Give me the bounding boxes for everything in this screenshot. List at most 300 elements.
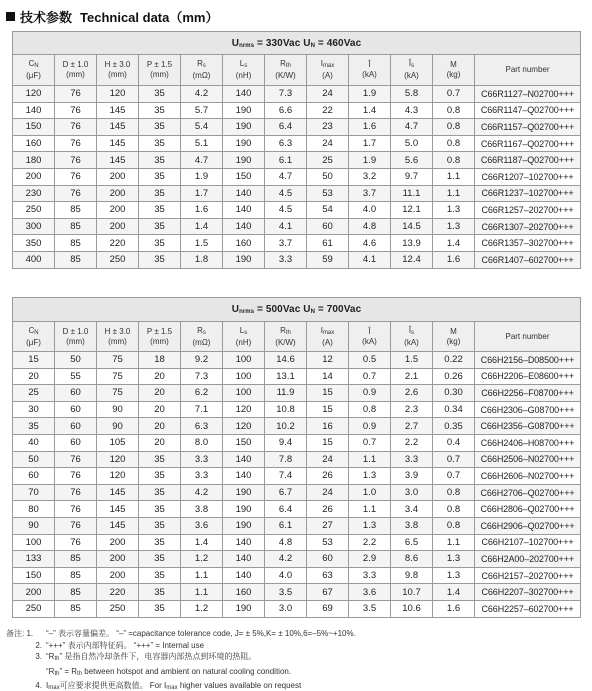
table-cell: 35 bbox=[139, 584, 181, 601]
table-cell: 160 bbox=[223, 584, 265, 601]
table-row bbox=[13, 168, 581, 185]
table-cell: 120 bbox=[223, 401, 265, 418]
header-line: (kA) bbox=[362, 336, 377, 346]
table-cell: 0.9 bbox=[349, 418, 391, 435]
table-row bbox=[13, 119, 581, 136]
table-row bbox=[13, 218, 581, 235]
table-cell: 35 bbox=[139, 484, 181, 501]
table-cell: 7.3 bbox=[181, 368, 223, 385]
table-cell: 3.0 bbox=[391, 484, 433, 501]
table-cell: 0.7 bbox=[433, 86, 475, 103]
voltage-band-row bbox=[13, 32, 581, 55]
column-header bbox=[223, 55, 265, 86]
header-line: (kA) bbox=[362, 70, 377, 79]
column-header bbox=[475, 55, 581, 86]
table-cell: 120 bbox=[97, 451, 139, 468]
part-number-cell: C66H2806–Q02700+++ bbox=[475, 501, 581, 518]
part-number-cell: C66H2207–302700+++ bbox=[475, 584, 581, 601]
header-line: $Î_s$ bbox=[408, 325, 415, 336]
table-cell: 2.1 bbox=[391, 368, 433, 385]
table-cell: 100 bbox=[223, 352, 265, 369]
header-line: (K/W) bbox=[275, 337, 296, 347]
voltage-band: $U_{nrms} = 330Vac$ $U_N = 460Vac$ bbox=[13, 32, 581, 55]
table-cell: 4.5 bbox=[265, 185, 307, 202]
table-row bbox=[13, 517, 581, 534]
table-cell: 7.3 bbox=[265, 86, 307, 103]
table-cell: 14 bbox=[307, 368, 349, 385]
table-cell: 13.9 bbox=[391, 235, 433, 252]
table-cell: 35 bbox=[139, 235, 181, 252]
table-cell: 190 bbox=[223, 119, 265, 136]
header-line: (mm) bbox=[66, 70, 85, 79]
table-row bbox=[13, 418, 581, 435]
table-row bbox=[13, 401, 581, 418]
table-cell: 3.3 bbox=[265, 251, 307, 268]
table-cell: 150 bbox=[223, 434, 265, 451]
table-cell: 3.3 bbox=[181, 468, 223, 485]
table-row bbox=[13, 135, 581, 152]
table-cell: 5.6 bbox=[391, 152, 433, 169]
table-cell: 4.2 bbox=[181, 86, 223, 103]
table-row bbox=[13, 551, 581, 568]
header-line: $C_N$ bbox=[28, 325, 39, 336]
table-cell: 67 bbox=[307, 584, 349, 601]
table-row bbox=[13, 202, 581, 219]
table-cell: 230 bbox=[13, 185, 55, 202]
table-cell: 5.8 bbox=[391, 86, 433, 103]
table-cell: 150 bbox=[13, 119, 55, 136]
table-cell: 24 bbox=[307, 86, 349, 103]
footnote bbox=[6, 628, 586, 640]
header-line: M bbox=[450, 60, 457, 69]
table-cell: 2.3 bbox=[391, 401, 433, 418]
table-cell: 200 bbox=[97, 551, 139, 568]
table-cell: 200 bbox=[97, 567, 139, 584]
table-cell: 120 bbox=[13, 86, 55, 103]
table-cell: 2.6 bbox=[391, 385, 433, 402]
table-cell: 53 bbox=[307, 534, 349, 551]
table-cell: 220 bbox=[97, 235, 139, 252]
table-cell: 76 bbox=[55, 119, 97, 136]
table-cell: 76 bbox=[55, 168, 97, 185]
table-cell: 250 bbox=[97, 600, 139, 617]
part-number-cell: C66H2A00–202700+++ bbox=[475, 551, 581, 568]
header-line: (kg) bbox=[446, 70, 461, 79]
table-cell: 6.6 bbox=[265, 102, 307, 119]
table-cell: 1.5 bbox=[391, 352, 433, 369]
part-number-cell: C66R1147–Q02700+++ bbox=[475, 102, 581, 119]
column-header bbox=[307, 55, 349, 86]
footnote-text: “–” 表示容量偏差。 “–” =capacitance tolerance code, J= ± 5%,K= ± 10%,6=–5%~+10%. bbox=[46, 629, 356, 638]
table-cell: 16 bbox=[307, 418, 349, 435]
part-number-cell: C66H2107–102700+++ bbox=[475, 534, 581, 551]
table-cell: 15 bbox=[13, 352, 55, 369]
footnotes bbox=[6, 628, 586, 691]
table-cell: 120 bbox=[97, 86, 139, 103]
table-cell: 140 bbox=[223, 468, 265, 485]
table-cell: 250 bbox=[13, 600, 55, 617]
table-cell: 1.9 bbox=[349, 152, 391, 169]
table-cell: 35 bbox=[139, 152, 181, 169]
header-line: (mm) bbox=[108, 336, 127, 346]
table-cell: 3.8 bbox=[391, 517, 433, 534]
table-row bbox=[13, 451, 581, 468]
table-cell: 4.8 bbox=[265, 534, 307, 551]
table-cell: 1.6 bbox=[433, 600, 475, 617]
table-cell: 35 bbox=[139, 202, 181, 219]
table-cell: 35 bbox=[139, 501, 181, 518]
column-header bbox=[265, 55, 307, 86]
table-cell: 1.3 bbox=[433, 551, 475, 568]
table-cell: 35 bbox=[139, 86, 181, 103]
column-header bbox=[349, 322, 391, 352]
table-cell: 1.4 bbox=[349, 102, 391, 119]
table-cell: 4.7 bbox=[391, 119, 433, 136]
table-cell: 3.7 bbox=[265, 235, 307, 252]
table-cell: 5.4 bbox=[181, 119, 223, 136]
part-number-cell: C66H2606–N02700+++ bbox=[475, 468, 581, 485]
table-cell: 11.9 bbox=[265, 385, 307, 402]
table-cell: 90 bbox=[97, 418, 139, 435]
table-cell: 53 bbox=[307, 185, 349, 202]
table-cell: 200 bbox=[13, 584, 55, 601]
column-header bbox=[307, 322, 349, 352]
header-line: $L_s$ bbox=[239, 59, 248, 69]
table-cell: 26 bbox=[307, 468, 349, 485]
table-cell: 7.4 bbox=[265, 468, 307, 485]
table-cell: 63 bbox=[307, 567, 349, 584]
table-cell: 300 bbox=[13, 218, 55, 235]
header-line: (mm) bbox=[150, 336, 169, 346]
table-cell: 200 bbox=[97, 185, 139, 202]
table-cell: 220 bbox=[97, 584, 139, 601]
table-cell: 55 bbox=[55, 368, 97, 385]
footnote bbox=[6, 666, 586, 681]
table-cell: 3.9 bbox=[391, 468, 433, 485]
table-cell: 35 bbox=[139, 119, 181, 136]
column-header bbox=[391, 55, 433, 86]
table-row bbox=[13, 352, 581, 369]
table-cell: 400 bbox=[13, 251, 55, 268]
table-cell: 6.4 bbox=[265, 501, 307, 518]
table-body bbox=[13, 298, 581, 618]
table-cell: 10.2 bbox=[265, 418, 307, 435]
part-number-cell: C66H2257–602700+++ bbox=[475, 600, 581, 617]
header-line: Î bbox=[368, 326, 371, 336]
table-cell: 0.35 bbox=[433, 418, 475, 435]
section-title bbox=[6, 7, 218, 25]
footnote-text: “$R_{th}$” = $R_{th}$ between hotspot and ambient on natural cooling condition. bbox=[46, 666, 292, 677]
table-cell: 24 bbox=[307, 451, 349, 468]
table-cell: 1.7 bbox=[349, 135, 391, 152]
table-cell: 30 bbox=[13, 401, 55, 418]
table-cell: 0.30 bbox=[433, 385, 475, 402]
table-cell: 1.9 bbox=[349, 86, 391, 103]
table-cell: 190 bbox=[223, 501, 265, 518]
table-cell: 133 bbox=[13, 551, 55, 568]
table-cell: 35 bbox=[139, 534, 181, 551]
table-cell: 0.7 bbox=[433, 451, 475, 468]
table-cell: 60 bbox=[13, 468, 55, 485]
table-cell: 0.8 bbox=[349, 401, 391, 418]
table-cell: 23 bbox=[307, 119, 349, 136]
table-cell: 1.4 bbox=[433, 235, 475, 252]
table-cell: 6.5 bbox=[391, 534, 433, 551]
table-cell: 85 bbox=[55, 551, 97, 568]
table-cell: 4.1 bbox=[349, 251, 391, 268]
table-cell: 35 bbox=[13, 418, 55, 435]
header-line: (A) bbox=[322, 337, 333, 347]
table-cell: 0.8 bbox=[433, 135, 475, 152]
table-cell: 1.3 bbox=[349, 517, 391, 534]
part-number-cell: C66H2906–Q02700+++ bbox=[475, 517, 581, 534]
table-cell: 1.1 bbox=[349, 451, 391, 468]
footnote-text: “$R_{th}$” 是指自然冷却条件下，电容器内部热点到环境的热阻。 bbox=[46, 652, 257, 663]
table-cell: 35 bbox=[139, 102, 181, 119]
column-header bbox=[265, 322, 307, 352]
table-cell: 145 bbox=[97, 152, 139, 169]
table-cell: 1.8 bbox=[181, 251, 223, 268]
table-cell: 200 bbox=[97, 534, 139, 551]
table-cell: 150 bbox=[13, 567, 55, 584]
header-line: D ± 1.0 bbox=[62, 326, 89, 336]
column-header bbox=[97, 55, 139, 86]
table-cell: 3.3 bbox=[391, 451, 433, 468]
table-cell: 190 bbox=[223, 102, 265, 119]
table-cell: 1.3 bbox=[349, 468, 391, 485]
table-cell: 145 bbox=[97, 517, 139, 534]
table-cell: 2.7 bbox=[391, 418, 433, 435]
table-cell: 75 bbox=[97, 385, 139, 402]
table-row bbox=[13, 102, 581, 119]
column-header bbox=[391, 322, 433, 352]
header-line: (mm) bbox=[150, 70, 169, 79]
table-cell: 26 bbox=[307, 501, 349, 518]
table-cell: 76 bbox=[55, 152, 97, 169]
table-cell: 50 bbox=[13, 451, 55, 468]
table-cell: 4.1 bbox=[265, 218, 307, 235]
table-cell: 3.0 bbox=[265, 600, 307, 617]
table-cell: 3.8 bbox=[181, 501, 223, 518]
table-cell: 9.2 bbox=[181, 352, 223, 369]
table-cell: 3.6 bbox=[349, 584, 391, 601]
table-cell: 85 bbox=[55, 235, 97, 252]
header-line: P ± 1.5 bbox=[146, 326, 173, 336]
header-line: (nH) bbox=[235, 337, 252, 347]
part-number-cell: C66H2157–202700+++ bbox=[475, 567, 581, 584]
table-cell: 145 bbox=[97, 119, 139, 136]
header-line: (kA) bbox=[404, 337, 419, 347]
table-cell: 12 bbox=[307, 352, 349, 369]
table-cell: 0.4 bbox=[433, 434, 475, 451]
table-cell: 1.4 bbox=[181, 534, 223, 551]
table-cell: 27 bbox=[307, 517, 349, 534]
table-cell: 105 bbox=[97, 434, 139, 451]
table-cell: 200 bbox=[97, 168, 139, 185]
table-cell: 10.6 bbox=[391, 600, 433, 617]
table-cell: 76 bbox=[55, 484, 97, 501]
table-cell: 1.6 bbox=[349, 119, 391, 136]
table-cell: 1.0 bbox=[349, 484, 391, 501]
table-cell: 0.8 bbox=[433, 517, 475, 534]
table-cell: 250 bbox=[13, 202, 55, 219]
part-number-cell: C66R1257–202700+++ bbox=[475, 202, 581, 219]
table-cell: 140 bbox=[13, 102, 55, 119]
header-line: P ± 1.5 bbox=[146, 60, 173, 69]
header-line: (kA) bbox=[404, 71, 419, 80]
table-cell: 24 bbox=[307, 484, 349, 501]
table-cell: 190 bbox=[223, 135, 265, 152]
table-row bbox=[13, 385, 581, 402]
table-cell: 0.22 bbox=[433, 352, 475, 369]
table-cell: 1.6 bbox=[181, 202, 223, 219]
table-cell: 90 bbox=[97, 401, 139, 418]
footnote bbox=[6, 640, 586, 652]
table-cell: 2.2 bbox=[391, 434, 433, 451]
table-cell: 85 bbox=[55, 251, 97, 268]
column-header bbox=[223, 322, 265, 352]
voltage-band-row bbox=[13, 298, 581, 322]
table-cell: 1.1 bbox=[349, 501, 391, 518]
table-row bbox=[13, 567, 581, 584]
table-cell: 190 bbox=[223, 251, 265, 268]
table-cell: 0.8 bbox=[433, 484, 475, 501]
table-cell: 85 bbox=[55, 567, 97, 584]
table-cell: 1.1 bbox=[181, 567, 223, 584]
title-en: Technical data（mm） bbox=[80, 9, 219, 25]
table-cell: 20 bbox=[139, 385, 181, 402]
header-line: (A) bbox=[322, 71, 333, 80]
table-cell: 145 bbox=[97, 102, 139, 119]
table-cell: 2.9 bbox=[349, 551, 391, 568]
table-cell: 35 bbox=[139, 517, 181, 534]
table-cell: 35 bbox=[139, 185, 181, 202]
table-cell: 5.1 bbox=[181, 135, 223, 152]
table-cell: 15 bbox=[307, 401, 349, 418]
table-cell: 22 bbox=[307, 102, 349, 119]
table-cell: 6.7 bbox=[265, 484, 307, 501]
table-cell: 35 bbox=[139, 567, 181, 584]
table-cell: 11.1 bbox=[391, 185, 433, 202]
voltage-band: $U_{nrms} = 500Vac$ $U_N = 700Vac$ bbox=[13, 298, 581, 322]
header-line: Part number bbox=[505, 331, 550, 341]
table-cell: 120 bbox=[223, 418, 265, 435]
table-cell: 70 bbox=[13, 484, 55, 501]
table-cell: 3.5 bbox=[349, 600, 391, 617]
table-cell: 1.6 bbox=[433, 251, 475, 268]
column-header bbox=[55, 322, 97, 352]
column-header bbox=[181, 322, 223, 352]
table-cell: 1.1 bbox=[433, 185, 475, 202]
table-cell: 6.3 bbox=[265, 135, 307, 152]
table-row bbox=[13, 434, 581, 451]
table-cell: 1.2 bbox=[181, 551, 223, 568]
table-cell: 85 bbox=[55, 584, 97, 601]
table-cell: 140 bbox=[223, 551, 265, 568]
table-cell: 12.1 bbox=[391, 202, 433, 219]
table-cell: 9.7 bbox=[391, 168, 433, 185]
table-cell: 80 bbox=[13, 501, 55, 518]
table-cell: 160 bbox=[223, 235, 265, 252]
table-cell: 350 bbox=[13, 235, 55, 252]
table-row bbox=[13, 468, 581, 485]
table-cell: 3.5 bbox=[265, 584, 307, 601]
table-cell: 13.1 bbox=[265, 368, 307, 385]
column-header bbox=[475, 322, 581, 352]
table-cell: 61 bbox=[307, 235, 349, 252]
technical-data-table-330vac bbox=[12, 31, 581, 269]
header-line: $C_N$ bbox=[28, 59, 39, 69]
footnote-text: $I_{max}$可应要求提供更高数值。 For $I_{max}$ higher values available on request bbox=[46, 681, 302, 691]
table-cell: 200 bbox=[97, 218, 139, 235]
table-cell: 20 bbox=[139, 368, 181, 385]
table-cell: 100 bbox=[223, 385, 265, 402]
header-line: H ± 3.0 bbox=[104, 60, 131, 69]
table-cell: 6.1 bbox=[265, 152, 307, 169]
part-number-cell: C66H2206–E08600+++ bbox=[475, 368, 581, 385]
table-cell: 190 bbox=[223, 484, 265, 501]
column-header bbox=[13, 55, 55, 86]
table-row bbox=[13, 152, 581, 169]
table-cell: 76 bbox=[55, 86, 97, 103]
table-cell: 9.4 bbox=[265, 434, 307, 451]
column-header bbox=[349, 55, 391, 86]
table-cell: 140 bbox=[223, 534, 265, 551]
table-cell: 100 bbox=[13, 534, 55, 551]
table-cell: 1.1 bbox=[433, 534, 475, 551]
column-header bbox=[13, 322, 55, 352]
table-cell: 35 bbox=[139, 468, 181, 485]
table-cell: 1.7 bbox=[181, 185, 223, 202]
table-cell: 4.6 bbox=[349, 235, 391, 252]
table-row bbox=[13, 185, 581, 202]
table-cell: 76 bbox=[55, 185, 97, 202]
table-cell: 190 bbox=[223, 517, 265, 534]
table-body bbox=[13, 32, 581, 269]
table-cell: 24 bbox=[307, 135, 349, 152]
table-cell: 0.8 bbox=[433, 102, 475, 119]
table-cell: 0.5 bbox=[349, 352, 391, 369]
part-number-cell: C66R1307–202700+++ bbox=[475, 218, 581, 235]
table-cell: 1.3 bbox=[433, 567, 475, 584]
table-cell: 10.7 bbox=[391, 584, 433, 601]
table-cell: 25 bbox=[13, 385, 55, 402]
table-cell: 200 bbox=[13, 168, 55, 185]
table-cell: 7.1 bbox=[181, 401, 223, 418]
table-cell: 4.7 bbox=[265, 168, 307, 185]
header-line: (nH) bbox=[235, 71, 252, 80]
technical-data-table-500vac bbox=[12, 297, 581, 618]
footnote bbox=[6, 680, 586, 691]
header-line: D ± 1.0 bbox=[62, 60, 89, 69]
table-cell: 6.3 bbox=[181, 418, 223, 435]
table-cell: 85 bbox=[55, 600, 97, 617]
table-cell: 20 bbox=[139, 401, 181, 418]
table-cell: 50 bbox=[307, 168, 349, 185]
table-cell: 75 bbox=[97, 352, 139, 369]
table-cell: 5.0 bbox=[391, 135, 433, 152]
column-header bbox=[139, 55, 181, 86]
table-cell: 54 bbox=[307, 202, 349, 219]
part-number-cell: C66H2706–Q02700+++ bbox=[475, 484, 581, 501]
table-cell: 3.4 bbox=[391, 501, 433, 518]
table-cell: 140 bbox=[223, 185, 265, 202]
table-cell: 190 bbox=[223, 600, 265, 617]
table-cell: 4.0 bbox=[265, 567, 307, 584]
table-cell: 2.2 bbox=[349, 534, 391, 551]
table-cell: 0.7 bbox=[433, 468, 475, 485]
table-cell: 76 bbox=[55, 135, 97, 152]
